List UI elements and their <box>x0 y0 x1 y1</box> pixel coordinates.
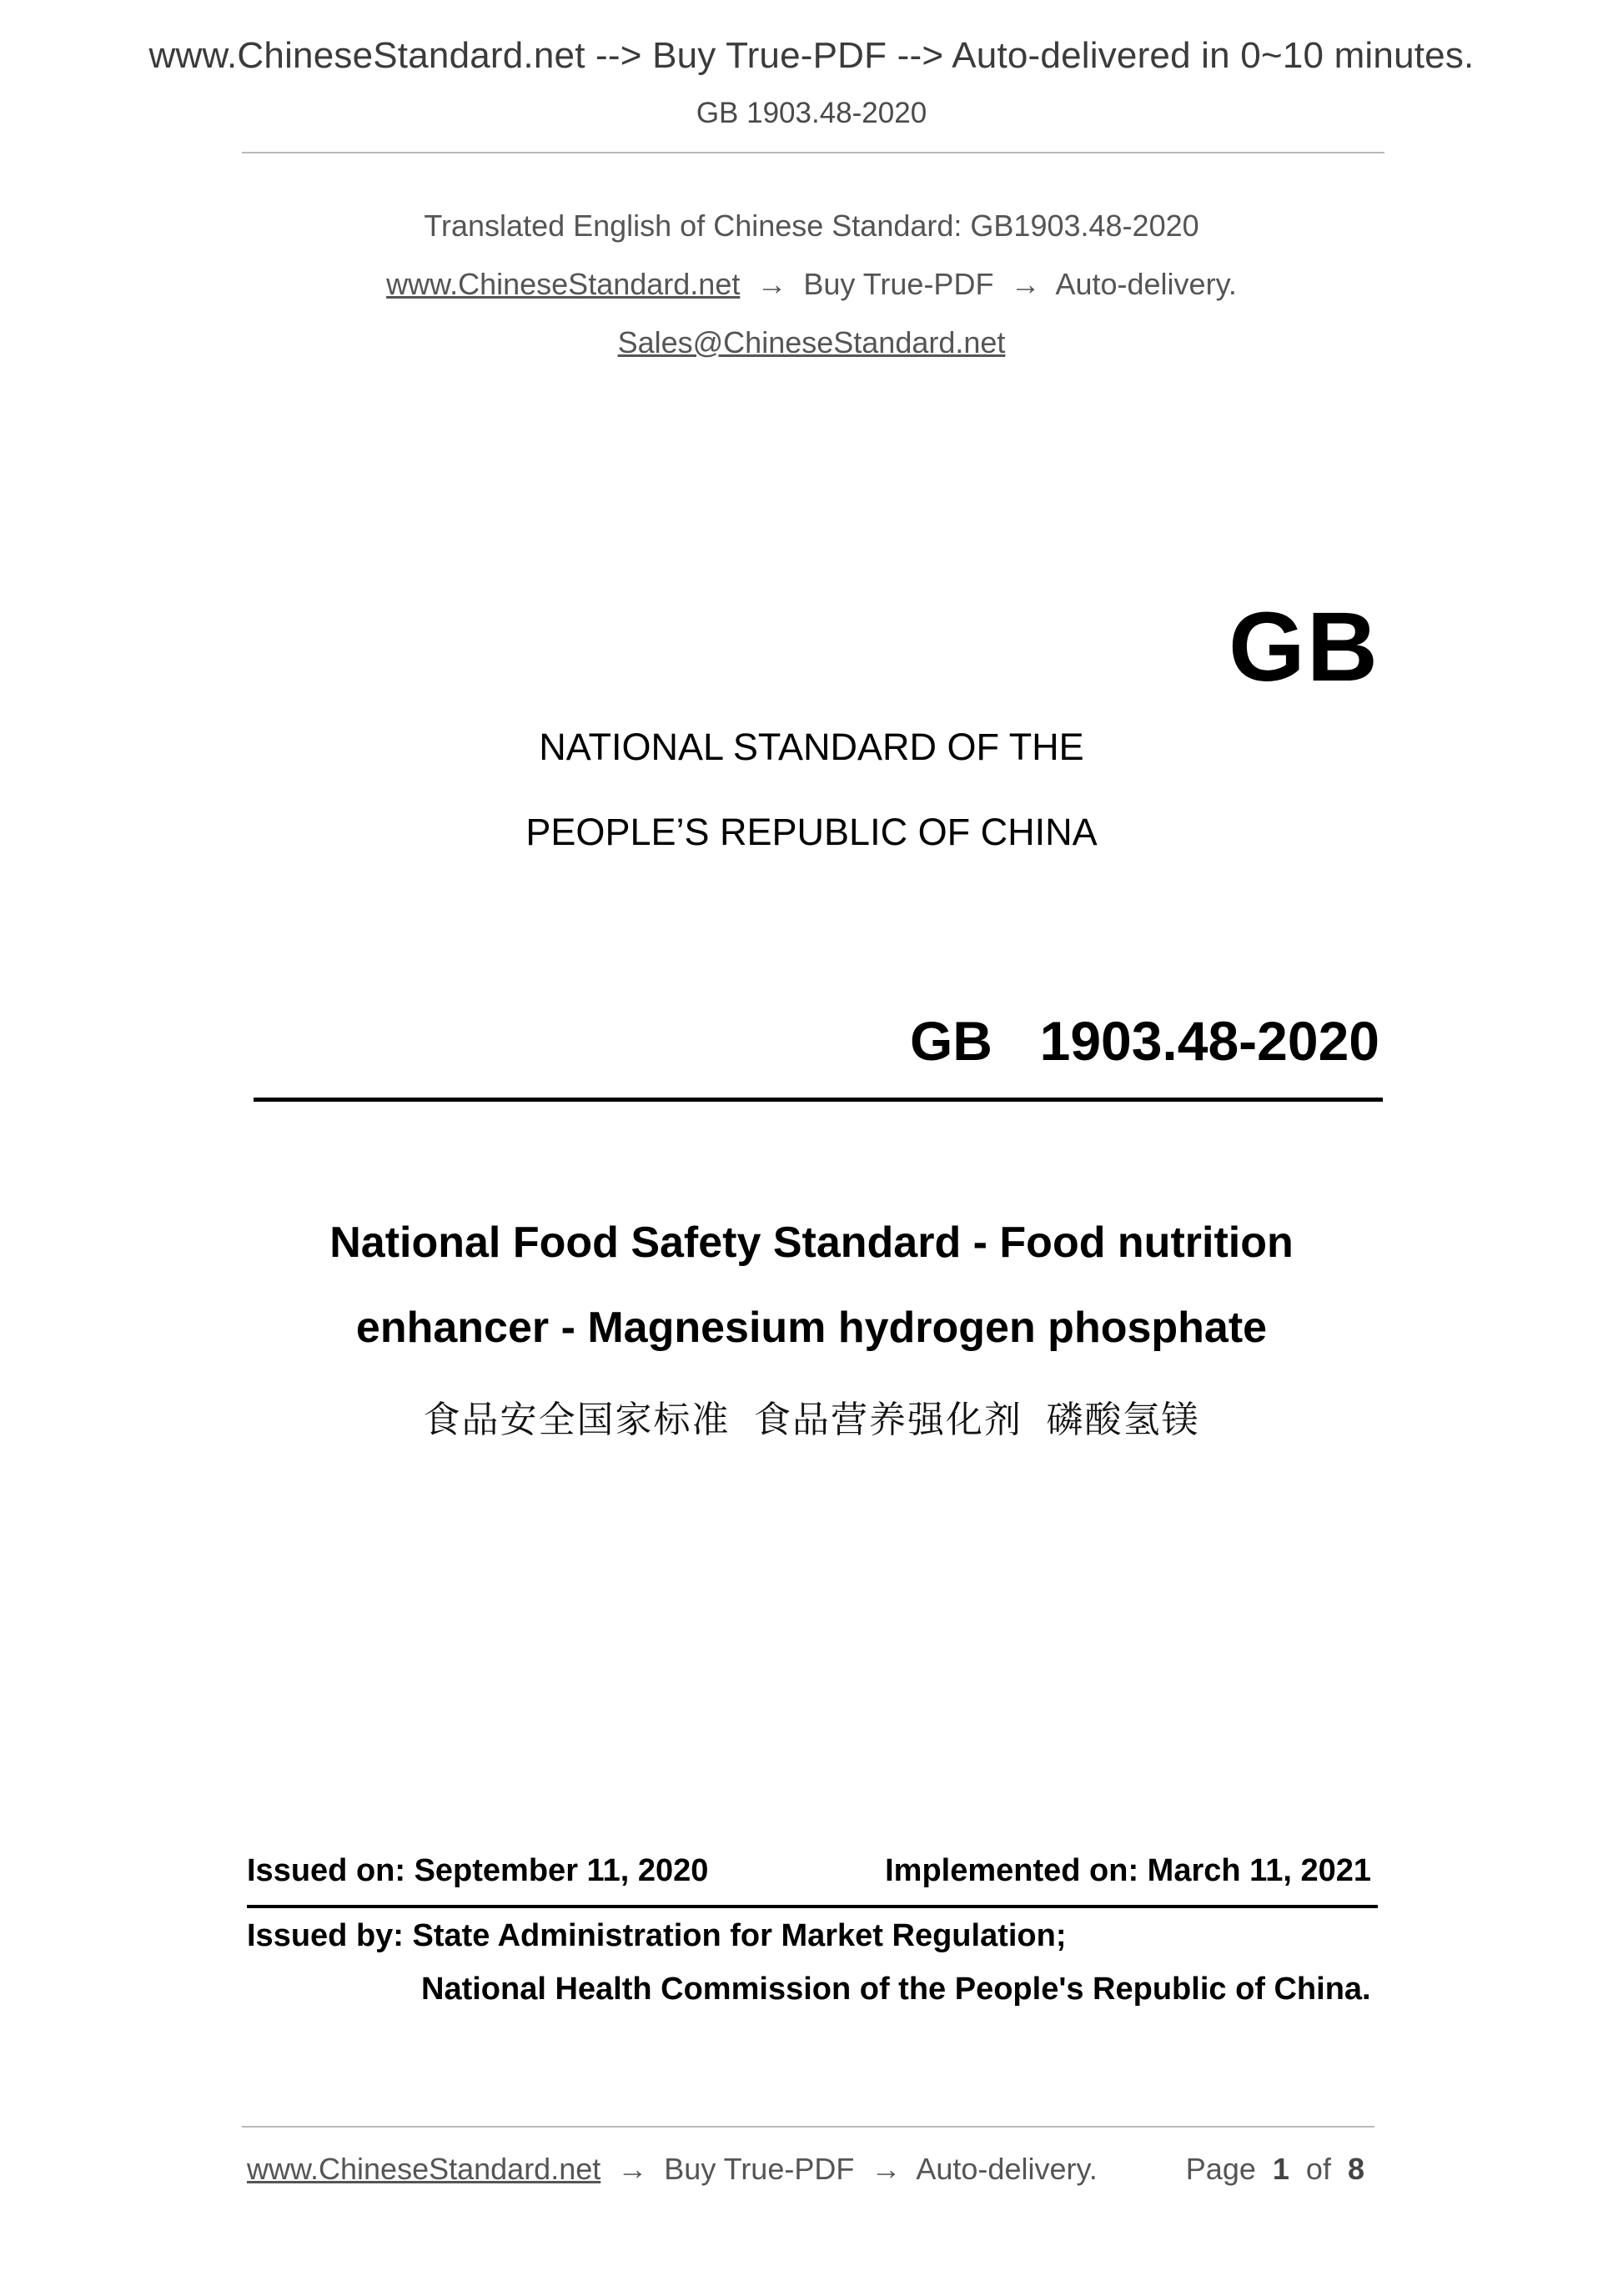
page-indicator <box>1186 2152 1373 2187</box>
header-banner: www.ChineseStandard.net --> Buy True-PDF --> Auto-delivered in 0~10 minutes. <box>148 35 1475 76</box>
national-standard-line2: PEOPLE’S REPUBLIC OF CHINA <box>525 811 1098 853</box>
buy-true-pdf-text: Buy True-PDF <box>803 267 994 301</box>
auto-delivery-text: Auto-delivery. <box>1055 267 1237 301</box>
arrow-right-icon: → <box>1010 267 1041 301</box>
title-chinese: 食品安全国家标准 食品营养强化剂 磷酸氢镁 <box>423 1399 1200 1440</box>
issued-on: Issued on: September 11, 2020 <box>247 1853 709 1888</box>
page-label: Page <box>1185 2152 1256 2186</box>
national-standard-line1: NATIONAL STANDARD OF THE <box>539 726 1084 768</box>
standard-number-rule <box>254 1098 1383 1102</box>
title-line2: enhancer - Magnesium hydrogen phosphate <box>355 1304 1268 1352</box>
header-doc-id: GB 1903.48-2020 <box>696 97 927 129</box>
email-line <box>0 325 1623 360</box>
translation-links <box>0 267 1623 302</box>
standard-number: GB 1903.48-2020 <box>909 1010 1379 1072</box>
footer-divider <box>242 2126 1374 2128</box>
arrow-right-icon: → <box>871 2152 902 2186</box>
sales-email-link[interactable]: Sales@ChineseStandard.net <box>617 325 1006 359</box>
footer-site-link[interactable]: www.ChineseStandard.net <box>247 2152 601 2186</box>
arrow-right-icon: → <box>617 2152 648 2186</box>
arrow-right-icon: → <box>756 267 787 301</box>
site-link[interactable]: www.ChineseStandard.net <box>386 267 741 301</box>
page-current: 1 <box>1272 2152 1289 2186</box>
footer-buy-text: Buy True-PDF <box>664 2152 855 2186</box>
issued-by: Issued by: State Administration for Market Regulation; <box>247 1918 1067 1953</box>
issued-by-continued: National Health Commission of the People's Republic of China. <box>421 1972 1371 2007</box>
page-total: 8 <box>1347 2152 1364 2186</box>
implemented-on: Implemented on: March 11, 2021 <box>885 1853 1371 1888</box>
header-divider <box>242 152 1384 153</box>
title-line1: National Food Safety Standard - Food nutrition <box>329 1218 1294 1267</box>
page-of: of <box>1305 2152 1331 2186</box>
issue-rule <box>247 1905 1378 1908</box>
footer-links <box>247 2152 1098 2187</box>
gb-mark: GB <box>1229 592 1379 702</box>
footer-auto-text: Auto-delivery. <box>916 2152 1098 2186</box>
translation-note: Translated English of Chinese Standard: GB1903.48-2020 <box>424 208 1199 243</box>
